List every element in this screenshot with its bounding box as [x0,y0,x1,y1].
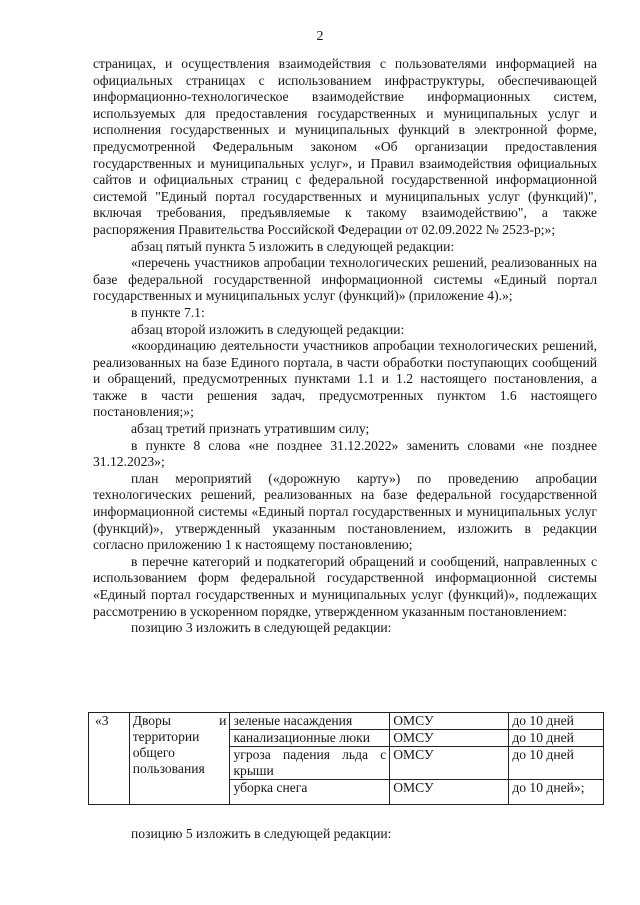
paragraph: в пункте 8 слова «не позднее 31.12.2022» заменить словами «не позднее 31.12.2023»; [93,437,597,470]
paragraph: абзац второй изложить в следующей редакции: [131,321,405,337]
term-cell: до 10 дней [509,713,604,730]
after-table-paragraph: позицию 5 изложить в следующей редакции: [131,826,392,841]
page-number: 2 [316,29,324,44]
category-name: Дворы и территории общего пользования [129,713,230,805]
paragraph: страницах, и осуществления взаимодействия с пользователями информацией на официальных страницах с использованием инфраструктуры, обеспечивающей информационно-технологическое взаимодействие информационных систем, используемых для предоставления государственных и муниципальных услуг и исполнения государственных и муниципальных функций в электронной форме, предусмотренной Федеральным законом «Об организации предоставления государственных и муниципальных услуг», и Правил взаимодействия официальных сайтов и официальных страниц с федеральной государственной информационной системой "Единый портал государственных и муниципальных услуг (функций)", включая требования, предъявляемые к такому взаимодействию", а также распоряжения Правительства Российской Федерации от 02.09.2022 № 2523-р;»; [93,56,597,237]
paragraph: план мероприятий («дорожную карту») по проведению апробации технологических решений, реализованных на базе федеральной государственной информационной системы «Единый портал государственных и муниципальных услуг (функций)», утвержденный указанным постановлением, изложить в редакции согласно приложению 1 к настоящему постановлению; [93,470,597,553]
paragraph: «перечень участников апробации технологических решений, реализованных на базе федеральной государственной информационной системы «Единый портал государственных и муниципальных услуг (функций)» (приложение 4).»; [93,255,597,304]
term-cell: до 10 дней [509,730,604,747]
responsible-cell: ОМСУ [390,747,509,780]
table-row [89,713,604,730]
subcategory-cell: канализационные люки [230,730,390,747]
paragraph: абзац пятый пункта 5 изложить в следующей редакции: [131,238,455,254]
paragraph: в перечне категорий и подкатегорий обращений и сообщений, направленных с использованием форм федеральной государственной информационной системы «Единый портал государственных и муниципальных услуг (функций)», подлежащих рассмотрению в ускоренном порядке, утвержденном указанным постановлением: [93,553,597,619]
position-number: «3 [89,713,130,805]
term-cell: до 10 дней»; [509,780,604,805]
paragraph: «координацию деятельности участников апробации технологических решений, реализованных на базе Единого портала, в части обработки поступающих сообщений и обращений, предусмотренных пунктами 1.1 и 1.2 настоящего постановления, а также в части решения задач, предусмотренных пунктом 1.6 настоящего постановления;»; [93,338,597,420]
paragraph: абзац третий признать утратившим силу; [131,421,370,437]
responsible-cell: ОМСУ [390,713,509,730]
subcategory-cell: уборка снега [230,780,390,805]
paragraph: в пункте 7.1: [131,304,205,320]
responsible-cell: ОМСУ [390,730,509,747]
paragraph: позицию 3 изложить в следующей редакции: [131,620,392,636]
subcategory-cell: угроза падения льда с крыши [230,747,390,780]
subcategory-cell: зеленые насаждения [230,713,390,730]
term-cell: до 10 дней [509,747,604,780]
responsible-cell: ОМСУ [390,780,509,805]
category-table [88,712,604,805]
document-body [93,56,597,637]
